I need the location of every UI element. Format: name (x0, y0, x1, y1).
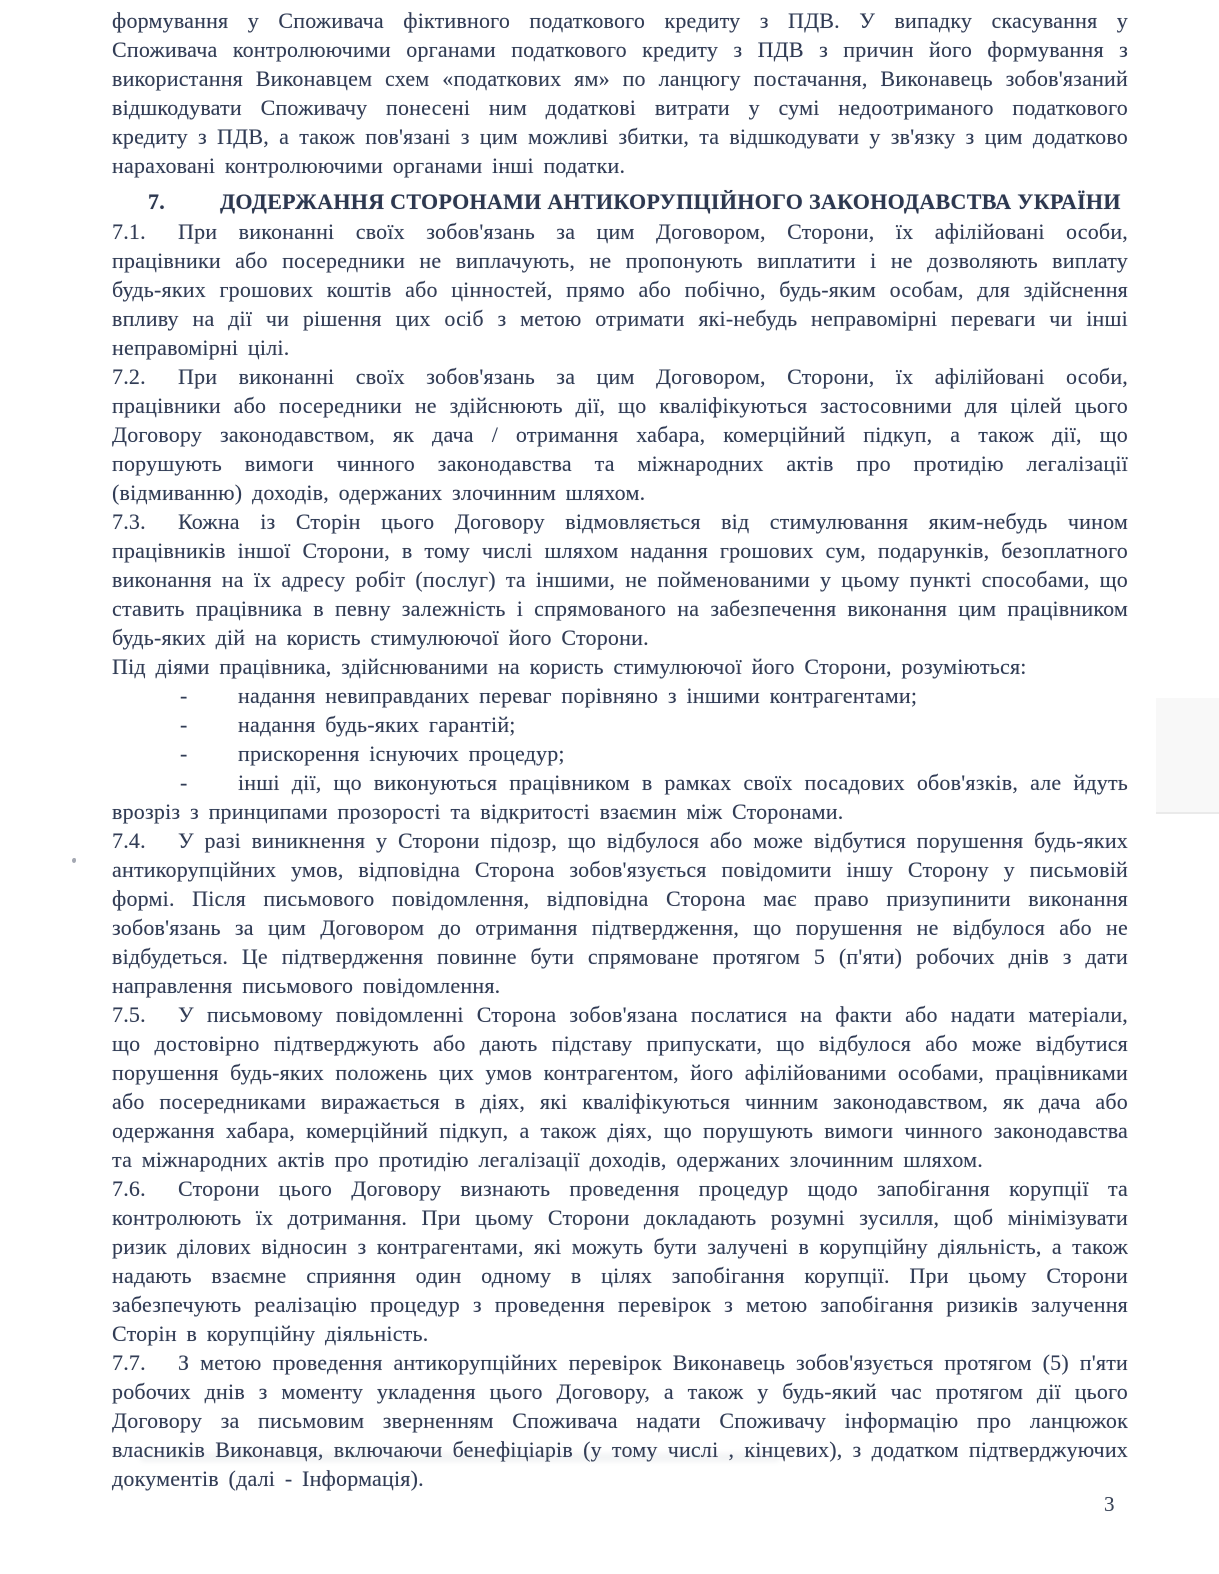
clause-7-7-text: З метою проведення антикорупційних перевірок Виконавець зобов'язується протягом (5) п'яти робочих днів з моменту укладення цього Договору, а також у будь-який час протягом дії цього Договору за письмовим зверненням Споживача надати Споживачу інформацію про ланцюжок власників Виконавця, включаючи бенефіціарів (у тому числі , кінцевих), з додатком підтверджуючих документів (далі - Інформація). (112, 1350, 1128, 1491)
clause-7-1-number: 7.1. (112, 219, 146, 244)
dash-marker: - (180, 683, 188, 708)
clause-7-5-number: 7.5. (112, 1002, 146, 1027)
clause-7-3 (112, 507, 1128, 652)
dash-marker: - (180, 770, 188, 795)
clause-7-3-text: Кожна із Сторін цього Договору відмовляється від стимулювання яким-небудь чином працівників іншої Сторони, в тому числі шляхом надання грошових сум, подарунків, безоплатного виконання на їх адресу робіт (послуг) та іншими, не пойменованими у цьому пункті способами, що ставить працівника в певну залежність і спрямованого на забезпечення виконання цим працівником будь-яких дій на користь стимулюючої його Сторони. (112, 509, 1128, 650)
section-number: 7. (148, 189, 166, 214)
clause-7-4 (112, 826, 1128, 1000)
list-item (112, 768, 1128, 826)
scan-artifact-band (1156, 698, 1219, 814)
section-heading (112, 187, 1128, 217)
list-item (112, 710, 1128, 739)
carryover-paragraph: формування у Споживача фіктивного податкового кредиту з ПДВ. У випадку скасування у Споживача контролюючими органами податкового кредиту з ПДВ з причин його формування з використання Виконавцем схем «податкових ям» по ланцюгу постачання, Виконавець зобов'язаний відшкодувати Споживачу понесені ним додаткові витрати у сумі недоотриманого податкового кредиту з ПДВ, а також пов'язані з цим можливі збитки, та відшкодувати у зв'язку з цим додатково нараховані контролюючими органами інші податки. (112, 8, 1128, 178)
clause-7-7 (112, 1348, 1128, 1493)
clause-7-2 (112, 362, 1128, 507)
page-content (112, 6, 1128, 1493)
list-item-text: інші дії, що виконуються працівником в рамках своїх посадових обов'язків, але йдуть врозріз з принципами прозорості та відкритості взаємин між Сторонами. (112, 770, 1128, 824)
clause-7-1 (112, 217, 1128, 362)
clause-7-1-text: При виконанні своїх зобов'язань за цим Договором, Сторони, їх афілійовані особи, працівники або посередники не виплачують, не пропонують виплатити і не дозволяють виплату будь-яких грошових коштів або цінностей, прямо або побічно, будь-яким особам, для здійснення впливу на дії чи рішення цих осіб з метою отримати які-небудь неправомірні переваги чи інші неправомірні цілі. (112, 219, 1128, 360)
clause-7-5 (112, 1000, 1128, 1174)
clause-7-6-text: Сторони цього Договору визнають проведення процедур щодо запобігання корупції та контролюють їх дотримання. При цьому Сторони докладають розумні зусилля, щоб мінімізувати ризик ділових відносин з контрагентами, які можуть бути залучені в корупційну діяльність, а також надають взаємне сприяння один одному в цілях запобігання корупції. При цьому Сторони забезпечують реалізацію процедур з проведення перевірок з метою запобігання ризиків залучення Сторін в корупційну діяльність. (112, 1176, 1128, 1346)
clause-7-2-text: При виконанні своїх зобов'язань за цим Договором, Сторони, їх афілійовані особи, працівники або посередники не здійснюють дії, що кваліфікуються застосовними для цілей цього Договору законодавством, як дача / отримання хабара, комерційний підкуп, а також дії, що порушують вимоги чинного законодавства та міжнародних актів про протидію легалізації (відмиванню) доходів, одержаних злочинним шляхом. (112, 364, 1128, 505)
list-item (112, 681, 1128, 710)
clause-7-4-text: У разі виникнення у Сторони підозр, що відбулося або може відбутися порушення будь-яких антикорупційних умов, відповідна Сторона зобов'язується повідомити іншу Сторону у письмовій формі. Після письмового повідомлення, відповідна Сторона має право призупинити виконання зобов'язань за цим Договором до отримання підтвердження, що порушення не відбулося або не відбудеться. Це підтвердження повинне бути спрямоване протягом 5 (п'яти) робочих днів з дати направлення письмового повідомлення. (112, 828, 1128, 998)
clause-7-5-text: У письмовому повідомленні Сторона зобов'язана послатися на факти або надати матеріали, що достовірно підтверджують або дають підставу припускати, що відбулося або може відбутися порушення будь-яких положень цих умов контрагентом, його афілійованими особами, працівниками або посередниками виражається в діях, які кваліфікуються чинним законодавством, як дача або одержання хабара, комерційний підкуп, а також діях, що порушують вимоги чинного законодавства та міжнародних актів про протидію легалізації доходів, одержаних злочинним шляхом. (112, 1002, 1128, 1172)
list-item-text: надання невиправданих переваг порівняно з іншими контрагентами; (238, 683, 918, 708)
list-item-text: прискорення існуючих процедур; (238, 741, 565, 766)
section-title: ДОДЕРЖАННЯ СТОРОНАМИ АНТИКОРУПЦІЙНОГО ЗАКОНОДАВСТВА УКРАЇНИ (220, 189, 1121, 214)
clause-7-2-number: 7.2. (112, 364, 146, 389)
clause-7-3-number: 7.3. (112, 509, 146, 534)
clause-7-6 (112, 1174, 1128, 1348)
scan-artifact-smudge (140, 1453, 780, 1462)
dash-marker: - (180, 712, 188, 737)
clause-7-7-number: 7.7. (112, 1350, 146, 1375)
clause-7-4-number: 7.4. (112, 828, 146, 853)
employee-actions-intro: Під діями працівника, здійснюваними на користь стимулюючої його Сторони, розуміються: (112, 654, 1027, 679)
dash-marker: - (180, 741, 188, 766)
scan-artifact-dot (72, 858, 76, 863)
clause-7-6-number: 7.6. (112, 1176, 146, 1201)
list-item (112, 739, 1128, 768)
page-number: 3 (1104, 1492, 1115, 1516)
list-item-text: надання будь-яких гарантій; (238, 712, 516, 737)
